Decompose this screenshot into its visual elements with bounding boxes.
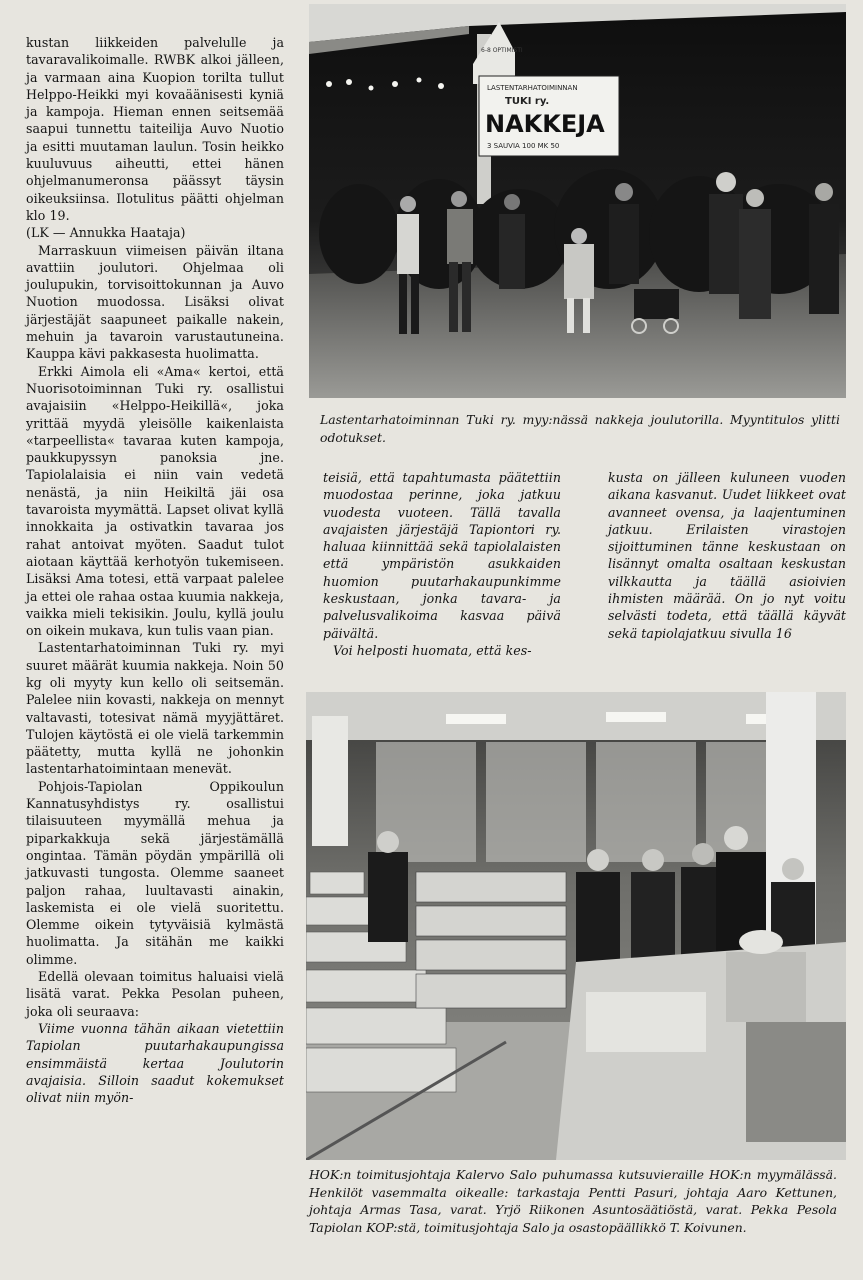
speech-quote: Viime vuonna tähän aikaan vietettiin Tapiolan puutarhakaupungissa ensimmäistä kertaa Joulutorin avajaisia. Silloin saadut kokemukset olivat niin myön-	[26, 1020, 284, 1106]
sign-price: 3 SAUVIA 100 MK 50	[487, 142, 560, 150]
photo-store-interior	[306, 692, 846, 1160]
paragraph: Marraskuun viimeisen päivän iltana avattiin joulutori. Ohjelmaa oli joulupukin, torvisoittokunnan ja Auvo Nuotion muodossa. Lisäksi olivat järjestäjät saapuneet paikalle nakein, mehuin ja tavaroin varustautuneina. Kauppa kävi pakkasesta huolimatta.	[26, 242, 284, 362]
paragraph: Edellä olevaan toimitus haluaisi vielä lisätä varat. Pekka Pesolan puheen, joka oli seuraava:	[26, 969, 284, 1019]
paragraph: teisiä, että tapahtumasta päätettiin muodostaa perinne, joka jatkuu vuodesta vuoteen. Tällä tavalla avajaisten järjestäjä Tapiontori ry. haluaa kiinnittää sekä tapiolalaisten että ympäristön asukkaiden huomion puutarhakaupunkimme keskustaan, jonka tavara- ja palvelusvalikoima kasvaa päivä päivältä.	[323, 470, 561, 641]
photo-christmas-market	[309, 4, 846, 398]
paragraph: kustan liikkeiden palvelulle ja tavaravalikoimalle. RWBK alkoi jälleen, ja varmaan aina Kuopion torilta tullut Helppo-Heikki myi kovaäänisesti kyniä ja kampoja. Hieman ennen seitsemää saapui tunnettu taiteilija Auvo Nuotio ja esitti muutaman laulun. Tosin heikko kuuluvuus aiheutti, ettei hänen ohjelmanumeronsa päässyt täysin oikeuksiinsa. Ilotulitus päätti ohjelman klo 19.	[26, 35, 284, 223]
sign-line-1: LASTENTARHATOIMINNAN	[487, 84, 578, 92]
paragraph: Voi helposti huomata, että kes-	[333, 642, 532, 658]
article-column-left	[26, 34, 284, 1106]
photo-caption-market: Lastentarhatoiminnan Tuki ry. myy:nässä nakkeja joulutorilla. Myyntitulos ylitti odotukset.	[320, 412, 840, 445]
photo-caption-store: HOK:n toimitusjohtaja Kalervo Salo puhumassa kutsuvieraille HOK:n myymälässä. Henkilöt vasemmalta oikealle: tarkastaja Pentti Pasuri, johtaja Aaro Kettunen, johtaja Armas Tasa, varat. Yrjö Riikonen Asuntosäätiöstä, varat. Pekka Pesola Tapiolan KOP:stä, toimitusjohtaja Salo ja osastopäällikkö T. Koivunen.	[309, 1167, 837, 1235]
sign-main: NAKKEJA	[485, 110, 605, 138]
sign-line-2: TUKI ry.	[505, 96, 550, 107]
paragraph: Pohjois-Tapiolan Oppikoulun Kannatusyhdistys ry. osallistui tilaisuuteen myymällä mehua ja piparkakkuja sekä järjestämällä ongintaa. Tämän pöydän ympärillä oli jatkuvasti tungosta. Olemme saaneet paljon rahaa, luultavasti ainakin, laskemista ei ole vielä suoritettu. Olemme oikein tytyväisiä kylmästä huolimatta. Ja sitähän me kaikki olimme.	[26, 778, 284, 967]
byline: (LK — Annukka Haataja)	[26, 225, 186, 241]
pillar-sign-text: 6-8 OPTIMISTI	[481, 47, 523, 54]
article-column-right	[608, 469, 846, 642]
paragraph: kusta on jälleen kuluneen vuoden aikana kasvanut. Uudet liikkeet ovat avanneet ovensa, ja laajentuminen jatkuu. Erilaisten virastojen sijoittuminen tänne keskustaan on lisännyt omalta osaltaan keskustan vilkkautta ja täällä asioivien ihmisten määrää. On jo nyt voitu selvästi todeta, että täällä käyvät sekä tapiolajatkuu sivulla 16	[608, 470, 846, 641]
paragraph: Erkki Aimola eli «Ama« kertoi, että Nuorisotoiminnan Tuki ry. osallistui avajaisiin «Helppo-Heikillä«, joka yrittää myydä yleisölle kaikenlaista «tarpeellista« tavaraa kuten kampoja, paukkupyssyn panoksia jne. Tapiolalaisia ei niin vain vedetä nenästä, ja niin Heikiltä jäi osa tavaroista myymättä. Lapset olivat kyllä innokkaita ja ostivatkin tavaraa jos rahat antoivat myöten. Saadut tulot aiotaan käyttää kerhotyön tukemiseen. Lisäksi Ama totesi, että varpaat palelee ja ettei ole rahaa ostaa kuumia nakkeja, vaikka mieli tekisikin. Joulu, kyllä joulu on oikein mukava, kun tulis vaan pian.	[26, 363, 284, 639]
paragraph: Lastentarhatoiminnan Tuki ry. myi suuret määrät kuumia nakkeja. Noin 50 kg oli myyty kun kello oli seitsemän. Palelee niin kovasti, nakkeja on mennyt valtavasti, totesivat nämä myyjättäret. Tulojen käytöstä ei ole vielä tarkemmin päätetty, mutta kyllä ne johonkin lastentarhatoimintaan menevät.	[26, 640, 284, 777]
article-column-middle	[323, 469, 561, 659]
